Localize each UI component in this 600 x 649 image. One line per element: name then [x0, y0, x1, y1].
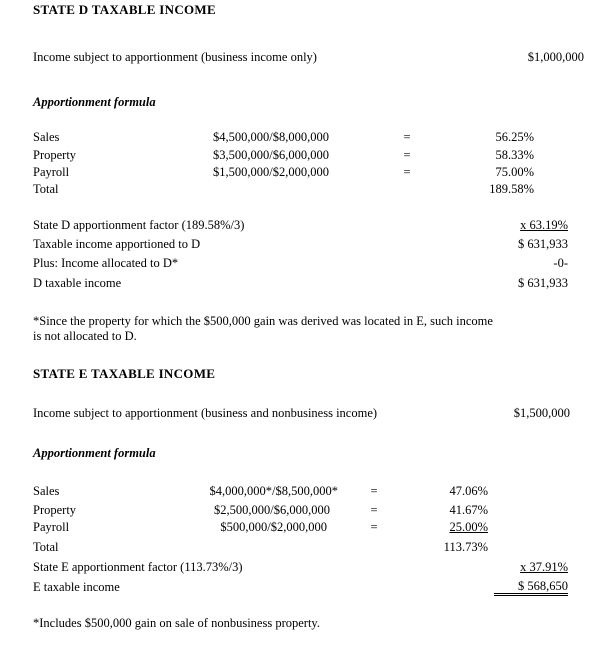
state-e-property-label: Property — [33, 503, 77, 517]
state-e-property-equals: = — [370, 503, 378, 517]
state-d-payroll-label: Payroll — [33, 165, 70, 179]
state-d-sales-label: Sales — [33, 130, 60, 144]
state-e-factor-label: State E apportionment factor (113.73%/3) — [33, 560, 243, 574]
state-e-income-value: $1,500,000 — [513, 406, 570, 420]
state-e-taxable-value: $ 568,650 — [494, 580, 568, 596]
state-d-footnote-line2: is not allocated to D. — [33, 329, 137, 343]
state-e-payroll-pct: 25.00% — [449, 520, 488, 534]
state-e-footnote: *Includes $500,000 gain on sale of nonbusiness property. — [33, 616, 320, 630]
state-d-sales-equals: = — [403, 130, 411, 144]
state-e-factor-value: x 37.91% — [520, 560, 568, 574]
state-d-property-fraction: $3,500,000/$6,000,000 — [213, 148, 329, 162]
state-e-sales-equals: = — [370, 484, 378, 498]
state-e-taxable-label: E taxable income — [33, 580, 120, 594]
state-e-sales-fraction: $4,000,000*/$8,500,000* — [209, 484, 338, 498]
state-d-payroll-equals: = — [403, 165, 411, 179]
state-d-sales-fraction: $4,500,000/$8,000,000 — [213, 130, 329, 144]
state-d-footnote-line1: *Since the property for which the $500,000 gain was derived was located in E, such income — [33, 314, 493, 328]
state-d-plus-label: Plus: Income allocated to D* — [33, 256, 179, 270]
state-d-plus-value: -0- — [553, 256, 568, 270]
state-d-payroll-fraction: $1,500,000/$2,000,000 — [213, 165, 329, 179]
state-d-total-value: 189.58% — [489, 182, 534, 196]
state-d-heading: STATE D TAXABLE INCOME — [33, 2, 216, 17]
state-e-total-value: 113.73% — [443, 540, 488, 554]
state-e-formula-heading: Apportionment formula — [33, 446, 156, 460]
state-d-taxable-value: $ 631,933 — [518, 276, 568, 290]
state-d-sales-pct: 56.25% — [495, 130, 534, 144]
state-e-total-label: Total — [33, 540, 59, 554]
state-e-payroll-equals: = — [370, 520, 378, 534]
state-e-heading: STATE E TAXABLE INCOME — [33, 366, 216, 381]
state-e-sales-label: Sales — [33, 484, 60, 498]
state-d-apportioned-label: Taxable income apportioned to D — [33, 237, 201, 251]
state-e-property-fraction: $2,500,000/$6,000,000 — [214, 503, 330, 517]
state-e-sales-pct: 47.06% — [449, 484, 488, 498]
state-d-total-label: Total — [33, 182, 59, 196]
state-d-factor-value: x 63.19% — [520, 218, 568, 232]
state-d-property-label: Property — [33, 148, 77, 162]
state-d-formula-heading: Apportionment formula — [33, 95, 156, 109]
state-d-factor-label: State D apportionment factor (189.58%/3) — [33, 218, 245, 232]
state-d-payroll-pct: 75.00% — [495, 165, 534, 179]
state-e-income-label: Income subject to apportionment (business and nonbusiness income) — [33, 406, 378, 420]
state-d-property-pct: 58.33% — [495, 148, 534, 162]
state-d-apportioned-value: $ 631,933 — [518, 237, 568, 251]
state-d-taxable-label: D taxable income — [33, 276, 122, 290]
state-e-payroll-label: Payroll — [33, 520, 70, 534]
state-d-income-value: $1,000,000 — [527, 50, 584, 64]
state-d-income-label: Income subject to apportionment (business income only) — [33, 50, 317, 64]
state-d-property-equals: = — [403, 148, 411, 162]
state-e-property-pct: 41.67% — [449, 503, 488, 517]
state-e-payroll-fraction: $500,000/$2,000,000 — [220, 520, 327, 534]
